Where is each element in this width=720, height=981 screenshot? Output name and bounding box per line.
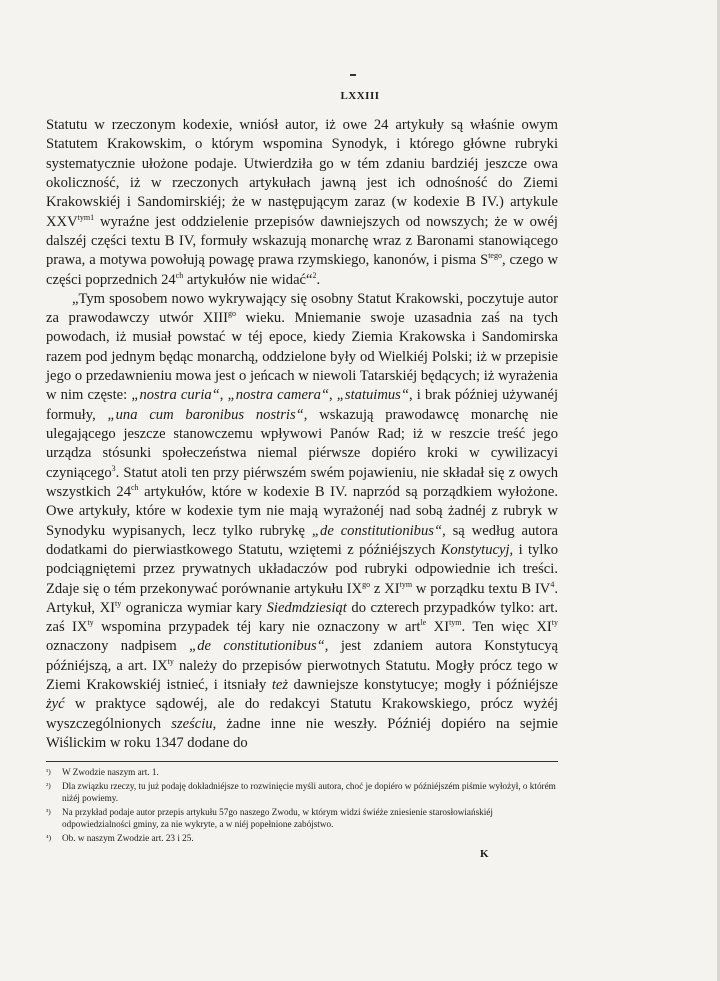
superscript: go [227,309,236,319]
main-text [46,116,558,753]
superscript: tym [449,618,462,628]
page-number-header: LXXIII [340,90,380,102]
superscript: 4 [550,579,555,589]
paragraph-1 [46,116,558,290]
superscript: le [420,618,427,628]
text-run: , wskazują prawodawcę monarchę nie ulegającego jeszcze stanowczemu wpływowi Panów Rad; iż w reszcie treść jego urządza stósunki społeczeństwa niemal piérwsze dopiéro kroki w cywilizacyi czyniącego [46,406,558,481]
paragraph-2 [46,290,558,754]
italic-text: Konstytucyj [440,541,510,558]
footnote [46,780,558,804]
superscript: ty [551,618,558,628]
text-run: XI [426,619,450,636]
text-run: , czego w części poprzednich 24 [46,252,558,288]
text-run: artykułów nie widać“ [183,271,313,288]
italic-text: też [271,677,289,694]
text-run: do czterech przypadków tylko: art. zaś IX [46,599,558,636]
superscript: ty [167,656,174,666]
footnote-mark: ¹) [46,767,51,776]
superscript: tym [399,579,413,589]
footnote [46,766,558,778]
text-run: , [219,387,228,404]
footnote-mark: ²) [46,781,51,790]
footnote-mark: ⁴) [46,833,52,842]
footnote [46,832,558,844]
superscript: go [362,579,371,589]
italic-text: „nostra curia“ [131,387,220,404]
text-run: , i brak później używanéj formuły, [46,387,558,423]
text-run: artykułów, które w kodexie B IV. naprzód są porządkiem wyłożone. Owe artykuły, które w kodexie tym nie mają wyrażonéj nad sobą żadnéj z rubryk w Synodyku wypisanych, lecz tylko rubrykę [46,483,558,539]
superscript: 3 [111,463,116,473]
text-run: z XI [370,580,400,597]
superscript: ch [131,483,139,493]
superscript: tego [488,251,502,261]
italic-text: „statuimus“ [336,387,409,404]
superscript: ty [114,598,122,608]
italic-text: Siedmdziesiąt [266,599,347,616]
footnote-text: Dla związku rzeczy, tu już podaję dokładniéjsze to rozwinięcie myśli autora, choć je dopiéro w późniéjszém piśmie wyłożył, o którém niżéj powiemy. [62,781,556,803]
italic-text: sześciu [171,715,213,732]
text-run: należy do przepisów pierwotnych Statutu. Mogły prócz tego w Ziemi Krakowskiéj istnieć, i itsniały [46,657,558,694]
italic-text: „una cum baronibus nostris“ [107,406,304,423]
footnote-text: W Zwodzie naszym art. 1. [62,767,159,777]
footnote-mark: ³) [46,807,51,816]
text-run: , są według autora dodatkami do pierwiastkowego Statutu, wziętemi z późniéjszych [46,522,558,558]
footnote-text: Na przykład podaje autor przepis artykułu 57go naszego Zwodu, w którym widzi świéże zniesienie starosłowiańskiéj odpowiedzialności gminy, za nie wykryte, a w niéj popełnione zabójstwo. [62,807,493,829]
footnote [46,806,558,830]
superscript: 1 [90,212,95,222]
text-run: , i tylko podciągniętemi przez prywatnych układaczów pod rubryki odpowiednie ich treści. Zdaje się o tém przekonywać porównanie artykułu IX [46,541,558,597]
italic-text: „de constitutionibus“ [311,522,443,539]
text-run: . Artykuł, XI [46,580,558,616]
text-run: dawniejsze konstytucye; mogły i późniéjsze [288,677,558,694]
superscript: ch [175,270,184,280]
footnotes [46,766,558,846]
footnote-rule [46,761,558,762]
printer-dash-mark [350,74,356,76]
superscript: 2 [312,270,317,280]
text-run: wyraźne jest oddzielenie przepisów dawniejszych od nowszych; że w owéj dalszéj części textu B IV, formuły wskazują monarchę wraz z Baronami stanowiącego prawa, a motywa powołują powagę prawa rzymskiego, kanonów, i pisma S [46,213,558,269]
text-run: . Ten więc XI [461,619,552,636]
text-run: w praktyce sądowéj, ale do redakcyi Statutu Krakowskiego, prócz wyżéj wyszczególnionych [46,696,558,732]
footnote-text: Ob. w naszym Zwodzie art. 23 i 25. [62,833,194,843]
italic-text: „nostra camera“ [227,387,330,404]
italic-text: żyć [46,696,65,713]
text-run: „Tym sposobem nowo wykrywający się osobny Statut Krakowski, poczytuje autor za prawodawczy utwór XIII [46,290,558,327]
italic-text: „de constitutionibus“ [189,638,325,655]
text-run: ogranicza wymiar kary [121,599,267,616]
text-run: wspomina przypadek téj kary nie oznaczony w art [93,619,421,636]
text-run: w porządku textu B IV [412,580,551,597]
text-run: Statutu w rzeczonym kodexie, wniósł autor, iż owe 24 artykuły są właśnie owym Statutem Krakowskim, o którym wspomina Synodyk, i którego główne rubryki systematycznie ułożone podaje. Utwierdziła go w tém zdaniu bardziéj jeszcze owa okoliczność, iż w rzeczonych artykułach jawną jest ich odnośność do Ziemi Krakowskiéj i Sandomirskiéj; że w następującym zaraz (w kodexie B IV.) artykule XXV [46,117,558,230]
text-run: , [329,387,337,404]
text-run: wieku. Mniemanie swoje uzasadnia zaś na tych powodach, iż musiał powstać w téj epoce, kiedy Ziemia Krakowska i Sandomirska razem pod jednym będąc monarchą, oddzielone były od Wielkiéj Polski; iż w przepisie jego o przedawnieniu mowa jest o jeńcach w niewoli Tatarskiéj będących; iż wyrażenia w nim częste: [46,310,558,404]
text-run: , jest zdaniem autora Konstytucyą późniéjszą, a art. IX [46,638,558,674]
text-run: . [316,271,321,288]
signature-mark: K [480,848,489,860]
text-run: oznaczony nadpisem [46,638,190,655]
text-run: , żadne inne nie weszły. Późniéj dopiéro na sejmie Wiślickim w roku 1347 dodane do [46,715,559,751]
superscript: ty [87,618,94,628]
text-run: . Statut atoli ten przy piérwszém swém pojawieniu, nie składał się z owych wszystkich 24 [46,464,558,500]
superscript: tym [77,212,91,222]
